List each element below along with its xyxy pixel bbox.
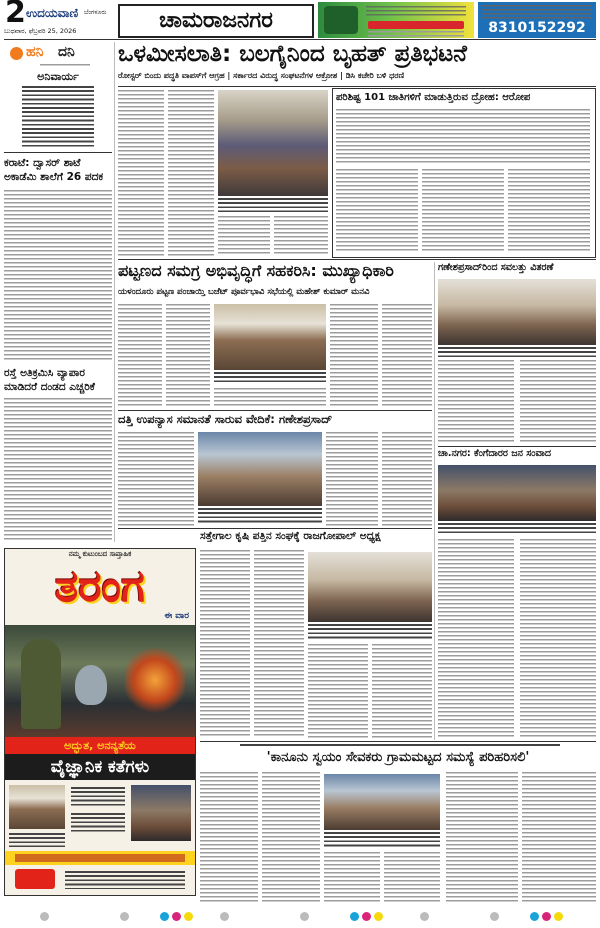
photo-caption (438, 523, 596, 535)
legal-body (522, 772, 596, 904)
cover-teaser (9, 833, 65, 847)
fire-glow (125, 645, 185, 715)
cover-illustration (5, 625, 195, 737)
benefits-photo (438, 279, 596, 345)
cover-thumb (9, 785, 65, 829)
poem-text (22, 86, 94, 148)
soldier-figure (21, 639, 61, 729)
photo-caption (308, 624, 432, 640)
road-body (4, 398, 112, 540)
magenta-mark (172, 912, 181, 921)
masthead-rule (4, 39, 596, 40)
photo-caption (438, 347, 596, 357)
road-headline: ರಸ್ತೆ ಅತಿಕ್ರಮಿಸಿ ವ್ಯಾಪಾರ ಮಾಡಿದರೆ ದಂಡದ ಎಚ್ಚರಿಕೆ (4, 367, 95, 393)
benefits-body (520, 360, 596, 444)
cyan-mark (350, 912, 359, 921)
section-rule (118, 259, 596, 260)
section-rule (118, 528, 432, 529)
legal-body (200, 772, 258, 904)
lecture-headline: ದತ್ತಿ ಉಪನ್ಯಾಸ ಸಮಾನತೆ ಸಾರುವ ವೇದಿಕೆ: ಗಣೇಶಪ್ರಸಾದ್ (118, 413, 333, 426)
taranga-logo: ತರಂಗ (55, 561, 145, 612)
column-logo (4, 44, 112, 64)
legal-body (324, 852, 380, 904)
yellow-mark (374, 912, 383, 921)
paper-city: ಬೆಂಗಳೂರು (84, 9, 107, 16)
magenta-mark (362, 912, 371, 921)
photo-caption (198, 508, 322, 524)
interaction-body (438, 539, 514, 739)
taranga-tagline: ನಮ್ಮ ಕುಟುಂಬದ ಸಾಪ್ತಾಹಿಕ (68, 551, 132, 558)
legal-body (384, 852, 440, 904)
legal-headline: 'ಕಾನೂನು ಸ್ವಯಂ ಸೇವಕರು ಗ್ರಾಮಮಟ್ಟದ ಸಮಸ್ಯೆ ಪರಿಹರಿಸಲಿ' (266, 751, 530, 765)
interaction-photo (438, 465, 596, 521)
benefits-body (438, 360, 514, 444)
legal-photo (324, 774, 440, 830)
lead-body (118, 90, 164, 256)
registration-mark (220, 912, 229, 921)
cover-teaser (71, 787, 125, 807)
top-ad-blue (478, 2, 596, 38)
issue-date: ಬುಧವಾರ, ಫೆಬ್ರವರಿ 25, 2026 (4, 27, 77, 35)
lead-body (168, 90, 214, 256)
town-body (330, 304, 378, 408)
sidebar-body (336, 169, 418, 253)
page-number: 2 (5, 0, 26, 30)
meeting-photo (214, 304, 326, 370)
benefits-headline: ಗಣೇಶಪ್ರಸಾದ್‌ರಿಂದ ಸವಲತ್ತು ವಿತರಣೆ (438, 263, 554, 273)
lead-rule (118, 86, 596, 87)
cover-teaser (71, 813, 125, 833)
lead-subhead: ರೋಸ್ಟರ್ ಬಿಂದು ಪದ್ಧತಿ ವಾಪಸ್‌ಗೆ ಆಗ್ರಹ | ಸರ್ಕಾರದ ವಿರುದ್ಧ ಸಂಘಟನೆಗಳ ಆಕ್ರೋಶ | ಡಿಸಿ ಕಚೇರಿ ಬಳಿ ಧರಣಿ (118, 72, 405, 80)
taranga-banner: ಅದ್ಭುತ, ಅನನ್ಯತೆಯ (5, 737, 195, 754)
cyan-mark (530, 912, 539, 921)
sidebar-headline: ಪರಿಶಿಷ್ಟ 101 ಜಾತಿಗಳಿಗೆ ಮಾಡುತ್ತಿರುವ ದ್ರೋಹ: ಆರೋಪ (336, 92, 531, 103)
karate-headline: ಕರಾಟೆ: ದ್ವಾಸರ್ ಶಾಟೆ ಅಕಾಡೆಮಿ ಶಾಲೆಗೆ 26 ಪದಕ (4, 157, 104, 183)
legal-body (262, 772, 320, 904)
lecture-body (382, 432, 432, 526)
society-body (372, 644, 432, 738)
legal-kicker (240, 744, 560, 748)
yellow-mark (184, 912, 193, 921)
alien-figure (75, 665, 107, 705)
lead-headline: ಒಳಮೀಸಲಾತಿ: ಬಲಗೈನಿಂದ ಬೃಹತ್ ಪ್ರತಿಭಟನೆ (118, 42, 467, 67)
taranga-issue: ಈ ವಾರ (164, 611, 189, 621)
ad-text (482, 5, 592, 19)
registration-mark (40, 912, 49, 921)
town-body (166, 304, 210, 408)
logo-word-b: ದನಿ (58, 44, 75, 60)
photo-caption (218, 198, 328, 212)
interaction-headline: ಚಾ.ನಗರ: ಕೆಂಗೆದಾರರ ಜನ ಸಂವಾದ (438, 449, 552, 459)
poem-title: ಅನಿವಾರ್ಯ (37, 70, 79, 83)
cyan-mark (160, 912, 169, 921)
lead-body (274, 216, 328, 256)
town-body (118, 304, 162, 408)
photo-caption (324, 832, 440, 848)
section-rule (118, 410, 432, 411)
edition-title: ಚಾಮರಾಜನಗರ (118, 4, 314, 38)
yellow-mark (554, 912, 563, 921)
karate-body (4, 190, 112, 362)
top-ad-green (318, 2, 474, 38)
section-rule (438, 446, 596, 447)
registration-mark (420, 912, 429, 921)
ad-ribbon (368, 21, 464, 29)
magenta-mark (542, 912, 551, 921)
town-headline: ಪಟ್ಟಣದ ಸಮಗ್ರ ಅಭಿವೃದ್ಧಿಗೆ ಸಹಕರಿಸಿ: ಮುಖ್ಯಾಧಿಕಾರಿ (118, 262, 394, 280)
legal-body (446, 772, 518, 904)
photo-caption (214, 372, 326, 384)
sidebar-body (336, 109, 590, 165)
lecture-body (326, 432, 378, 526)
logo-drop-icon (10, 47, 23, 60)
protest-photo (218, 90, 328, 196)
ad-phone: 8310152292 (488, 20, 586, 36)
registration-mark (300, 912, 309, 921)
sidebar-body (508, 169, 590, 253)
taranga-feature: ವೈಜ್ಞಾನಿಕ ಕತೆಗಳು (5, 754, 195, 780)
lecture-body (118, 432, 194, 526)
column-byline (40, 64, 90, 68)
column-divider (4, 152, 112, 153)
society-body (254, 550, 304, 738)
interaction-body (520, 539, 596, 739)
town-body (382, 304, 432, 408)
paper-name: ಉದಯವಾಣಿ (26, 6, 79, 20)
column-rule (434, 262, 435, 740)
society-body (200, 550, 250, 738)
section-rule (200, 741, 596, 742)
lecture-photo (198, 432, 322, 506)
registration-mark (120, 912, 129, 921)
lead-body (218, 216, 270, 256)
sidebar-body (422, 169, 504, 253)
sidebar-box (332, 88, 596, 258)
society-headline: ಸತ್ತೇಗಾಲ ಕೃಷಿ ಪತ್ತಿನ ಸಂಘಕ್ಕೆ ರಾಜಗೋಪಾಲ್ ಅಧ್ಯಕ್ಷ (200, 531, 381, 542)
registration-mark (490, 912, 499, 921)
logo-word-a: ಹನಿ (26, 44, 44, 60)
cover-thumb (131, 785, 191, 841)
ad-text (366, 6, 466, 18)
taranga-ad (4, 548, 196, 896)
column-rule (114, 42, 115, 542)
town-subhead: ಯಳಂದೂರು ಪಟ್ಟಣ ಪಂಚಾಯ್ತಿ ಬಜೆಟ್ ಪೂರ್ವಭಾವಿ ಸಭೆಯಲ್ಲಿ ಮಹೇಶ್ ಕುಮಾರ್ ಮನವಿ (118, 288, 370, 297)
publisher-logo (15, 869, 55, 889)
town-body (214, 388, 326, 408)
society-body (308, 644, 368, 738)
cover-footer (65, 871, 185, 889)
ad-text (368, 31, 464, 37)
society-photo (308, 552, 432, 622)
cover-date-strip-inner (15, 854, 185, 862)
ad-phone-graphic (324, 6, 358, 34)
